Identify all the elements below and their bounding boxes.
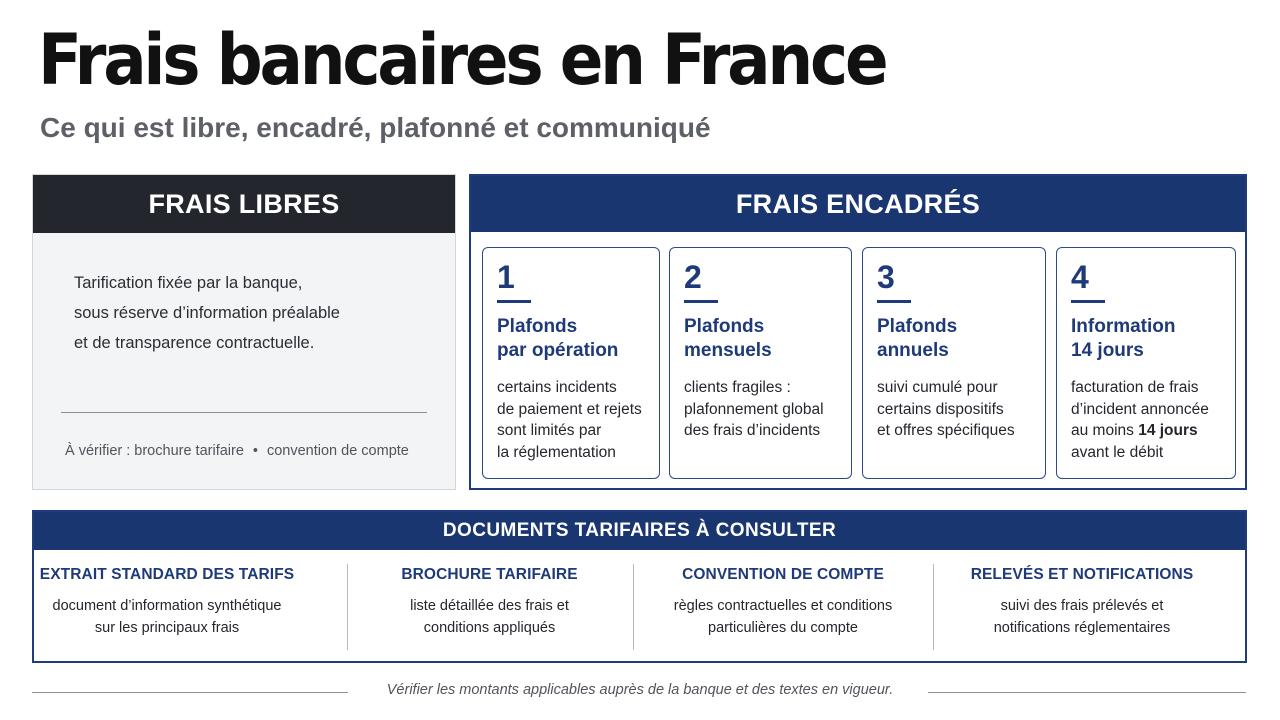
card-title-line: 14 jours [1071, 340, 1144, 361]
doc-releves-notifications [933, 566, 1231, 639]
frais-libres-panel [32, 174, 456, 490]
card-text-line: sont limités par [497, 422, 602, 439]
card-underline [1071, 300, 1105, 303]
card-underline [877, 300, 911, 303]
card-title-line: Plafonds [684, 316, 765, 337]
card-text [877, 377, 1045, 442]
card-underline [684, 300, 718, 303]
card-text-line: certains incidents [497, 379, 617, 396]
card-plafonds-par-operation [482, 247, 660, 479]
card-title [1071, 315, 1235, 363]
card-title [684, 315, 851, 363]
doc-brochure-tarifaire [347, 566, 632, 639]
frais-libres-description [74, 268, 414, 358]
card-text-line: de paiement et rejets [497, 400, 642, 418]
doc-title: BROCHURE TARIFAIRE [401, 566, 578, 583]
page-title: Frais bancaires en France [38, 19, 886, 101]
frais-libres-heading: FRAIS LIBRES [33, 175, 455, 233]
doc-title: CONVENTION DE COMPTE [682, 566, 884, 583]
frais-encadres-heading: FRAIS ENCADRÉS [471, 176, 1245, 232]
card-title-line: mensuels [684, 340, 772, 361]
frais-libres-footer [65, 443, 409, 459]
card-text-line: plafonnement global [684, 400, 824, 418]
card-title [877, 315, 1045, 363]
doc-text-line: conditions appliqués [423, 620, 556, 636]
card-text-line: et offres spécifiques [877, 422, 1015, 439]
doc-text-line: liste détaillée des frais et [410, 598, 569, 614]
card-number: 4 [1071, 259, 1089, 295]
doc-description [633, 595, 933, 639]
card-plafonds-mensuels [669, 247, 852, 479]
card-text-line: d’incident annoncée [1071, 400, 1209, 418]
card-title-line: Plafonds [497, 316, 578, 337]
frais-libres-line: Tarification fixée par la banque, [74, 274, 303, 292]
doc-extrait-standard [34, 566, 300, 639]
card-plafonds-annuels [862, 247, 1046, 479]
card-title-line: annuels [877, 340, 949, 361]
card-text [1071, 377, 1235, 463]
doc-text-line: règles contractuelles et conditions [673, 598, 893, 614]
card-text-line: des frais d’incidents [684, 422, 821, 439]
card-information-14-jours [1056, 247, 1236, 479]
card-text-line: la réglementation [497, 443, 616, 461]
frais-libres-line: sous réserve d’information préalable [74, 304, 340, 322]
doc-description [347, 595, 632, 639]
card-number: 1 [497, 259, 515, 295]
documents-panel [32, 510, 1247, 663]
divider [61, 412, 427, 413]
footnote: Vérifier les montants applicables auprès de la banque et des textes en vigueur. [386, 682, 894, 698]
card-number: 2 [684, 259, 702, 295]
card-text-line: facturation de frais [1071, 379, 1199, 396]
frais-encadres-panel [469, 174, 1247, 490]
bullet-separator: • [252, 443, 258, 459]
page-subtitle: Ce qui est libre, encadré, plafonné et communiqué [40, 112, 711, 143]
footer-prefix: À vérifier : brochure tarifaire [65, 443, 244, 459]
card-text-prefix: au moins [1071, 422, 1139, 439]
card-text-line [1071, 420, 1235, 442]
card-text [497, 377, 659, 463]
doc-text-line: sur les principaux frais [94, 620, 240, 636]
doc-text-line: particulières du compte [708, 620, 858, 636]
card-title-line: Plafonds [877, 316, 958, 337]
card-text-emphasis: 14 jours [1138, 422, 1198, 439]
doc-title: EXTRAIT STANDARD DES TARIFS [39, 566, 295, 583]
documents-heading: DOCUMENTS TARIFAIRES À CONSULTER [34, 512, 1245, 550]
card-text-line: certains dispositifs [877, 400, 1004, 418]
frais-libres-line: et de transparence contractuelle. [74, 334, 315, 352]
doc-text-line: notifications réglementaires [993, 620, 1171, 636]
card-title-line: Information [1071, 316, 1176, 337]
card-text-line: clients fragiles : [684, 379, 791, 396]
doc-description [34, 595, 300, 639]
card-text [684, 377, 851, 442]
card-text-line: suivi cumulé pour [877, 379, 998, 396]
card-title [497, 315, 659, 363]
card-number: 3 [877, 259, 895, 295]
doc-text-line: suivi des frais prélevés et [1000, 598, 1164, 614]
card-text-line: avant le débit [1071, 443, 1164, 461]
card-underline [497, 300, 531, 303]
card-title-line: par opération [497, 340, 619, 361]
doc-description [933, 595, 1231, 639]
footer-suffix: convention de compte [266, 443, 409, 459]
doc-title: RELEVÉS ET NOTIFICATIONS [970, 566, 1194, 583]
doc-convention-de-compte [633, 566, 933, 639]
doc-text-line: document d’information synthétique [52, 598, 282, 614]
